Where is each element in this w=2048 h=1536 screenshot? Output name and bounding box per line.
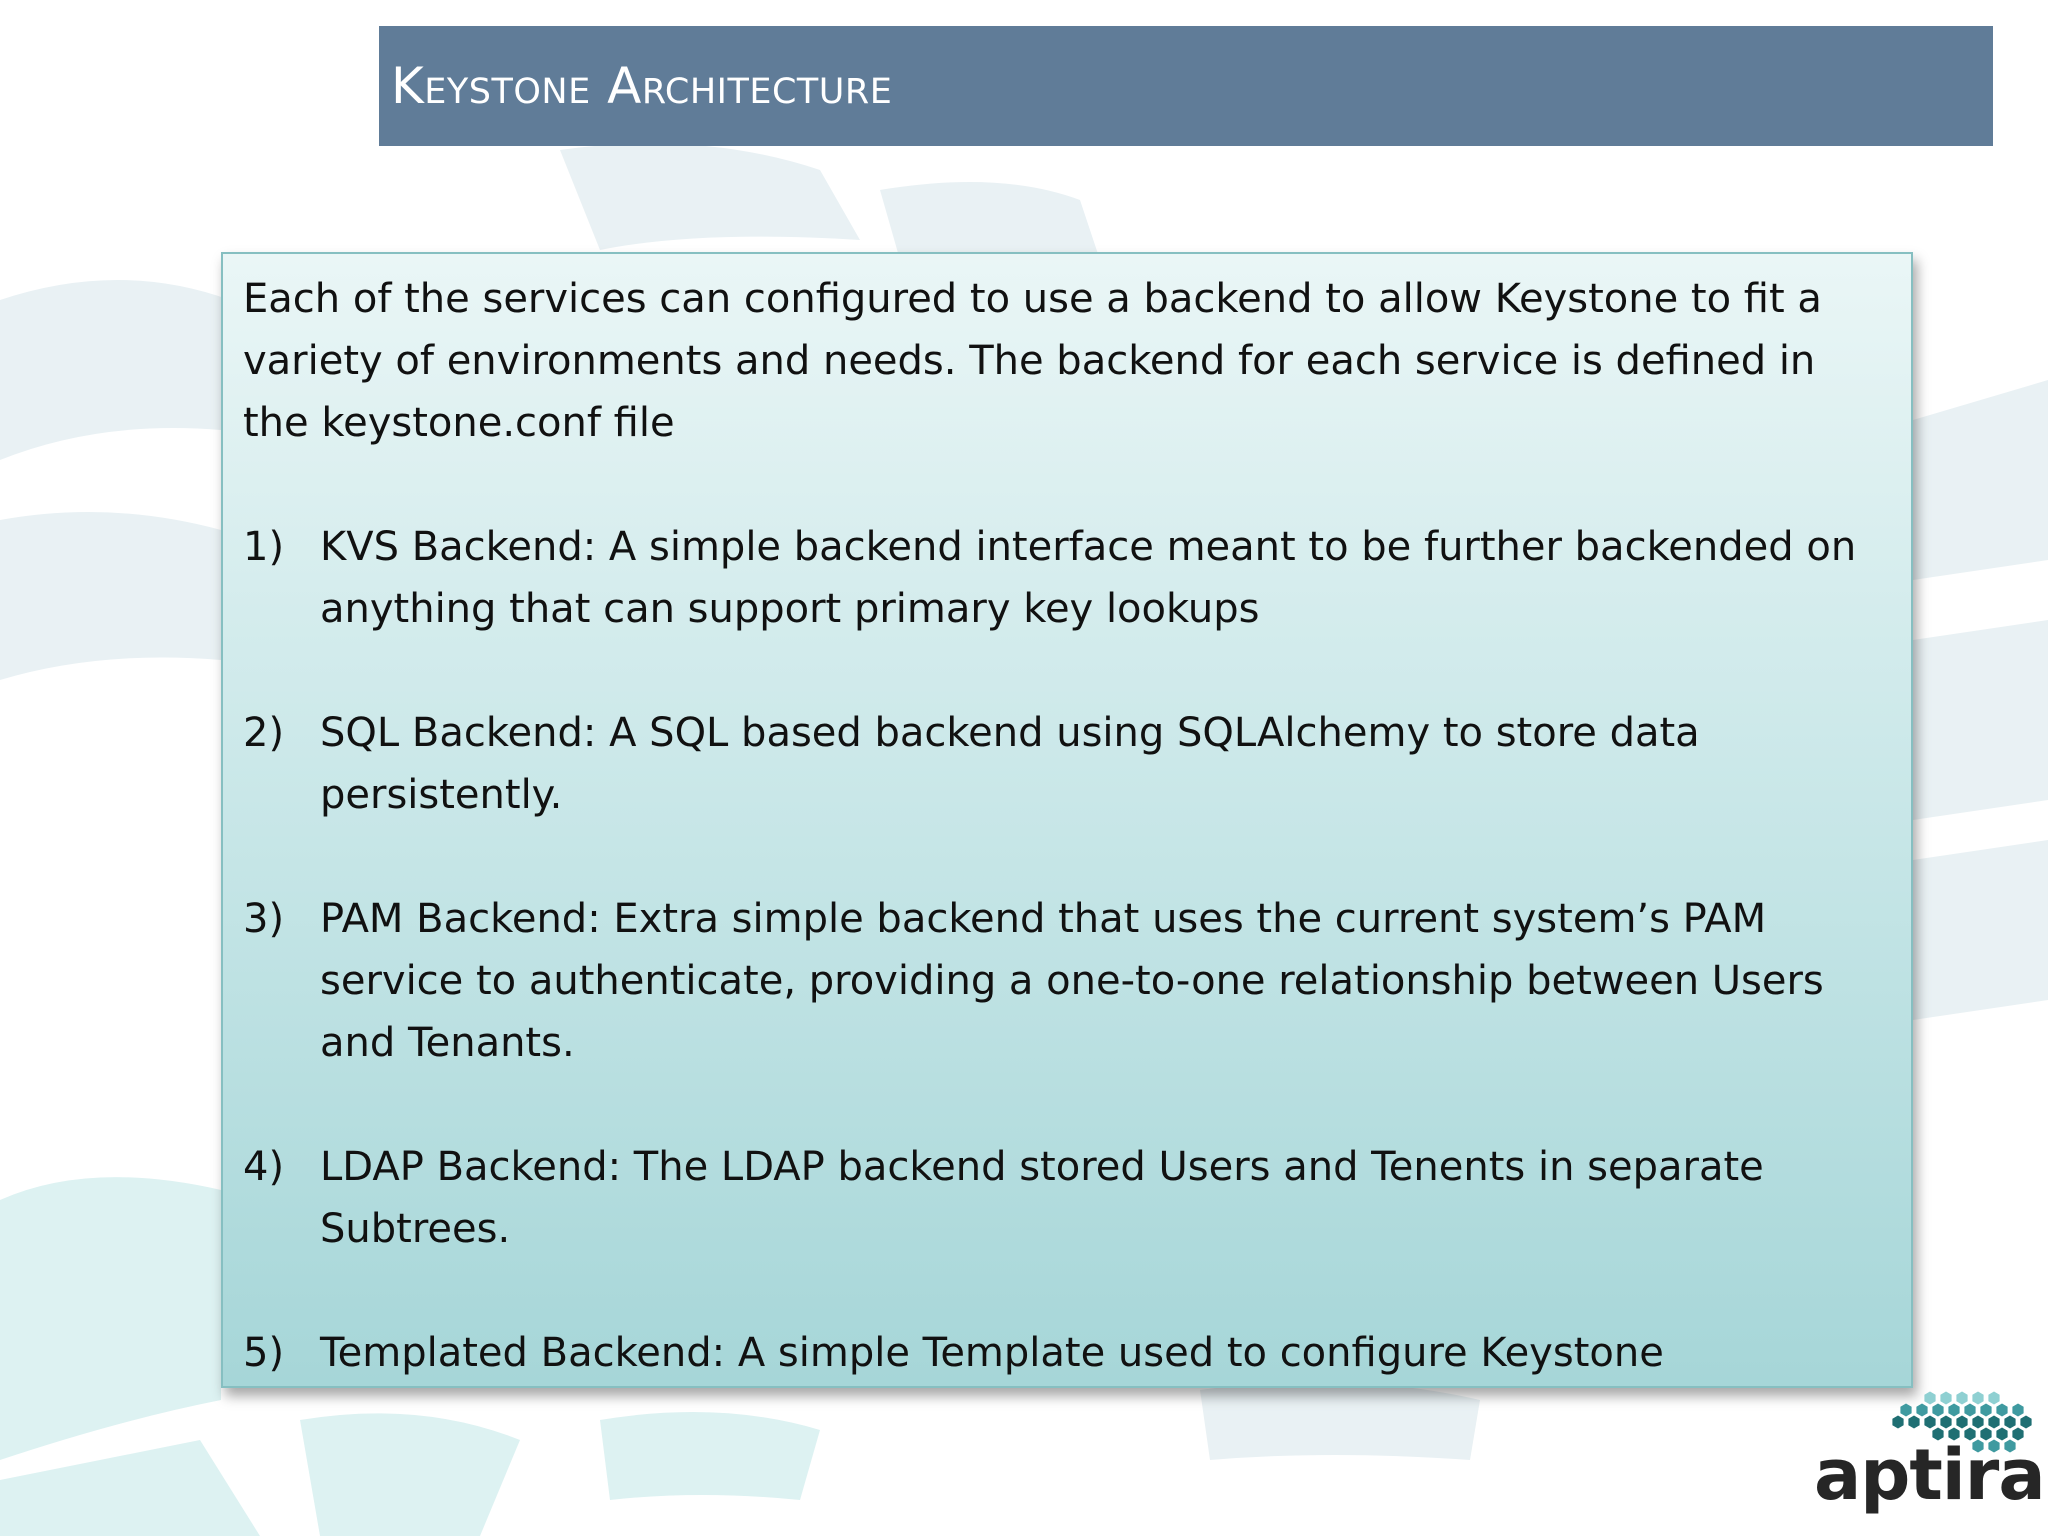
list-item-number: 5) <box>243 1330 285 1376</box>
content-box <box>221 252 1913 1388</box>
logo-hexagon <box>1956 1416 1967 1429</box>
logo-hexagon <box>2012 1404 2023 1417</box>
logo-hexagon <box>1892 1416 1903 1429</box>
list-item <box>243 702 1885 826</box>
logo-hexagon <box>2020 1416 2031 1429</box>
list-item-number: 2) <box>243 710 285 756</box>
list-item-number: 4) <box>243 1144 285 1190</box>
list-item-text: Templated Backend: A simple Template used to configure Keystone <box>320 1330 1664 1376</box>
list-item-text: SQL Backend: A SQL based backend using SQLAlchemy to store data persistently. <box>320 710 1700 818</box>
list-item <box>243 1136 1885 1260</box>
title-bar <box>379 26 1993 146</box>
logo-hexagon <box>1988 1416 1999 1429</box>
aptira-logo <box>1810 1390 2046 1530</box>
logo-hexagon <box>1940 1416 1951 1429</box>
slide-title: Keystone Architecture <box>391 57 893 115</box>
list-item <box>243 1322 1885 1384</box>
list-item-text: LDAP Backend: The LDAP backend stored Users and Tenents in separate Subtrees. <box>320 1144 1764 1252</box>
logo-hexagon <box>1924 1416 1935 1429</box>
logo-hexagon <box>1916 1404 1927 1417</box>
logo-hexagon <box>1996 1404 2007 1417</box>
list-item-number: 1) <box>243 524 285 570</box>
list-item-text: PAM Backend: Extra simple backend that uses the current system’s PAM service to authenticate, providing a one-to-one relationship between Users and Tenants. <box>320 896 1824 1066</box>
logo-hexagon <box>2004 1416 2015 1429</box>
logo-hexagon <box>1908 1416 1919 1429</box>
logo-hexagon <box>1972 1416 1983 1429</box>
logo-hexagon <box>1964 1404 1975 1417</box>
list-item <box>243 516 1885 640</box>
list-item-number: 3) <box>243 896 285 942</box>
intro-paragraph: Each of the services can configured to use a backend to allow Keystone to fit a variety of environments and needs. The backend for each service is defined in the keystone.conf file <box>243 276 1822 446</box>
logo-hexagon <box>1924 1392 1935 1405</box>
logo-hexagon <box>1948 1404 1959 1417</box>
list-item <box>243 888 1885 1074</box>
logo-hexagon <box>1956 1392 1967 1405</box>
logo-hexagon <box>1980 1404 1991 1417</box>
logo-hexagon <box>1900 1404 1911 1417</box>
logo-hexagon <box>1972 1392 1983 1405</box>
logo-hexagon <box>1940 1392 1951 1405</box>
logo-hexagon <box>1932 1404 1943 1417</box>
logo-hexagon <box>1988 1392 1999 1405</box>
list-item-text: KVS Backend: A simple backend interface meant to be further backended on anything that can support primary key lookups <box>320 524 1857 632</box>
logo-wordmark: aptira <box>1814 1434 2045 1516</box>
